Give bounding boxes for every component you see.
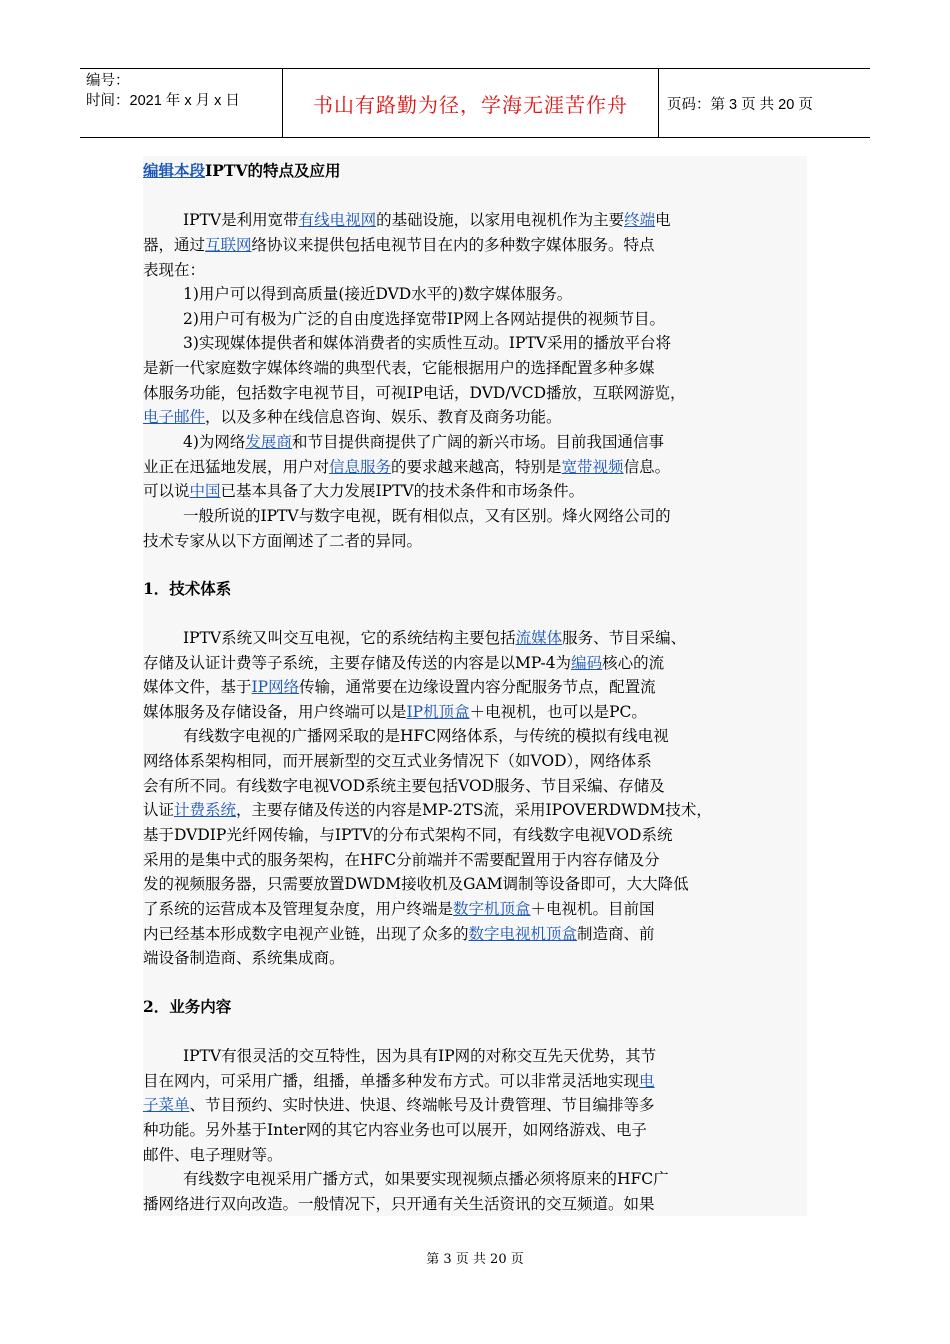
text: 的基础设施，以家用电视机作为主要 xyxy=(376,211,625,229)
link-encoding[interactable]: 编码 xyxy=(571,654,603,672)
link-epg-end[interactable]: 子菜单 xyxy=(143,1096,190,1114)
list-item xyxy=(183,430,664,454)
list-item: 2)用户可有极为广泛的自由度选择宽带IP网上各网站提供的视频节目。 xyxy=(183,310,665,328)
text: 络协议来提供包括电视节目在内的多种数字媒体服务。特点 xyxy=(251,236,655,254)
link-china[interactable]: 中国 xyxy=(189,482,221,500)
list-item: 3)实现媒体提供者和媒体消费者的实质性互动。IPTV采用的播放平台将 xyxy=(183,334,671,352)
text: 、节目预约、实时快进、快退、终端帐号及计费管理、节目编排等多 xyxy=(189,1096,655,1114)
paragraph-line: 体服务功能，包括数字电视节目，可视IP电话，DVD/VCD播放，互联网游览， xyxy=(143,384,686,402)
text: ＋电视机，也可以是PC。 xyxy=(469,703,647,721)
paragraph-line: 有线数字电视的广播网采取的是HFC网络体系，与传统的模拟有线电视 xyxy=(183,727,669,745)
heading-business-content: 2．业务内容 xyxy=(143,997,232,1016)
page-footer: 第 3 页 共 20 页 xyxy=(426,1252,524,1267)
paragraph-line xyxy=(183,208,671,232)
text: 制造商、前 xyxy=(577,925,655,943)
link-ip-network[interactable]: IP网络 xyxy=(251,678,300,696)
paragraph-line: 邮件、电子理财等。 xyxy=(143,1146,283,1164)
text: 服务、节目采编、 xyxy=(562,629,687,647)
paragraph-line: 网络体系架构相同，而开展新型的交互式业务情况下（如VOD），网络体系 xyxy=(143,752,652,770)
paragraph-line xyxy=(143,897,655,921)
text: 媒体服务及存储设备，用户终端可以是 xyxy=(143,703,407,721)
text: IPTV是利用宽带 xyxy=(183,211,299,229)
paragraph-line: 是新一代家庭数字媒体终端的典型代表，它能根据用户的选择配置多种多媒 xyxy=(143,359,655,377)
paragraph-line xyxy=(143,700,647,724)
paragraph-line xyxy=(183,626,686,650)
link-streaming-media[interactable]: 流媒体 xyxy=(515,629,563,647)
text: ，以及多种在线信息咨询、娱乐、教育及商务功能。 xyxy=(205,408,562,426)
paragraph-line xyxy=(143,405,562,429)
text: 认证 xyxy=(143,801,175,819)
paragraph-line: 会有所不同。有线数字电视VOD系统主要包括VOD服务、节目采编、存储及 xyxy=(143,777,665,795)
header-motto: 书山有路勤为径，学海无涯苦作舟 xyxy=(283,69,659,137)
edit-section-link[interactable]: 编辑本段 xyxy=(143,161,206,180)
header-meta xyxy=(80,69,283,137)
paragraph-line xyxy=(143,1069,655,1093)
section-title xyxy=(143,159,340,183)
link-broadband-video[interactable]: 宽带视频 xyxy=(561,458,624,476)
text: 信息。 xyxy=(623,458,671,476)
paragraph-line: IPTV有很灵活的交互特性，因为具有IP网的对称交互先天优势，其节 xyxy=(183,1047,657,1065)
paragraph-line xyxy=(143,233,655,257)
text: 器，通过 xyxy=(143,236,206,254)
paragraph-line: 有线数字电视采用广播方式，如果要实现视频点播必须将原来的HFC广 xyxy=(183,1170,669,1188)
text: 已基本具备了大力发展IPTV的技术条件和市场条件。 xyxy=(220,482,585,500)
link-billing-system[interactable]: 计费系统 xyxy=(174,801,237,819)
article-body xyxy=(143,156,807,1216)
text: ，主要存储及传送的内容是MP-2TS流，采用IPOVERDWDM技术， xyxy=(236,801,712,819)
text: 的要求越来越高，特别是 xyxy=(391,458,562,476)
page-header xyxy=(80,68,870,138)
text: 传输，通常要在边缘设置内容分配服务节点，配置流 xyxy=(299,678,656,696)
link-cable-tv-network[interactable]: 有线电视网 xyxy=(298,211,377,229)
paragraph-line: 技术专家从以下方面阐述了二者的异同。 xyxy=(143,532,423,550)
paragraph-line: 基于DVDIP光纤网传输，与IPTV的分布式架构不同，有线数字电视VOD系统 xyxy=(143,826,673,844)
header-page-info: 页码：第 3 页 共 20 页 xyxy=(667,96,813,113)
paragraph-line: 发的视频服务器，只需要放置DWDM接收机及GAM调制等设备即可，大大降低 xyxy=(143,875,689,893)
paragraph-line xyxy=(143,455,670,479)
text: 内已经基本形成数字电视产业链，出现了众多的 xyxy=(143,925,469,943)
text: 媒体文件，基于 xyxy=(143,678,252,696)
paragraph-line: 一般所说的IPTV与数字电视，既有相似点，又有区别。烽火网络公司的 xyxy=(183,507,671,525)
paragraph-line xyxy=(143,651,664,675)
text: 业正在迅猛地发展，用户对 xyxy=(143,458,330,476)
text: ＋电视机。目前国 xyxy=(530,900,655,918)
heading-tech-system: 1．技术体系 xyxy=(143,579,232,598)
text: IPTV系统又叫交互电视，它的系统结构主要包括 xyxy=(183,629,516,647)
text: 了系统的运营成本及管理复杂度，用户终端是 xyxy=(143,900,454,918)
link-developer[interactable]: 发展商 xyxy=(245,433,292,451)
paragraph-line xyxy=(143,1093,655,1117)
paragraph-line xyxy=(143,479,584,503)
text: 和节目提供商提供了广阔的新兴市场。目前我国通信事 xyxy=(291,433,664,451)
text: 核心的流 xyxy=(602,654,665,672)
section-title-text: IPTV的特点及应用 xyxy=(205,161,341,180)
paragraph-line: 采用的是集中式的服务架构，在HFC分前端并不需要配置用于内容存储及分 xyxy=(143,851,660,869)
paragraph-line xyxy=(143,798,712,822)
text: 电 xyxy=(655,211,671,229)
link-email[interactable]: 电子邮件 xyxy=(143,408,206,426)
text: 可以说 xyxy=(143,482,190,500)
text: 4)为网络 xyxy=(183,433,246,451)
paragraph-line: 表现在： xyxy=(143,261,206,279)
link-digital-tv-set-top-box[interactable]: 数字电视机顶盒 xyxy=(468,925,578,943)
link-epg-start[interactable]: 电 xyxy=(639,1072,655,1090)
number-label: 编号： xyxy=(86,73,130,89)
text: 存储及认证计费等子系统，主要存储及传送的内容是以MP-4为 xyxy=(143,654,572,672)
link-terminal[interactable]: 终端 xyxy=(624,211,656,229)
paragraph-line xyxy=(143,922,655,946)
paragraph-line: 播网络进行双向改造。一般情况下，只开通有关生活资讯的交互频道。如果 xyxy=(143,1195,655,1213)
text: 目在网内，可采用广播，组播，单播多种发布方式。可以非常灵活地实现 xyxy=(143,1072,640,1090)
paragraph-line: 端设备制造商、系统集成商。 xyxy=(143,949,345,967)
link-digital-set-top-box[interactable]: 数字机顶盒 xyxy=(453,900,531,918)
link-ip-set-top-box[interactable]: IP机顶盒 xyxy=(406,703,470,721)
list-item: 1)用户可以得到高质量(接近DVD水平的)数字媒体服务。 xyxy=(183,285,573,303)
link-info-service[interactable]: 信息服务 xyxy=(329,458,392,476)
paragraph-line xyxy=(143,675,656,699)
paragraph-line: 种功能。另外基于Inter网的其它内容业务也可以展开，如网络游戏、电子 xyxy=(143,1121,647,1139)
time-label: 时间：2021 年 x 月 x 日 xyxy=(86,93,240,109)
link-internet[interactable]: 互联网 xyxy=(205,236,252,254)
